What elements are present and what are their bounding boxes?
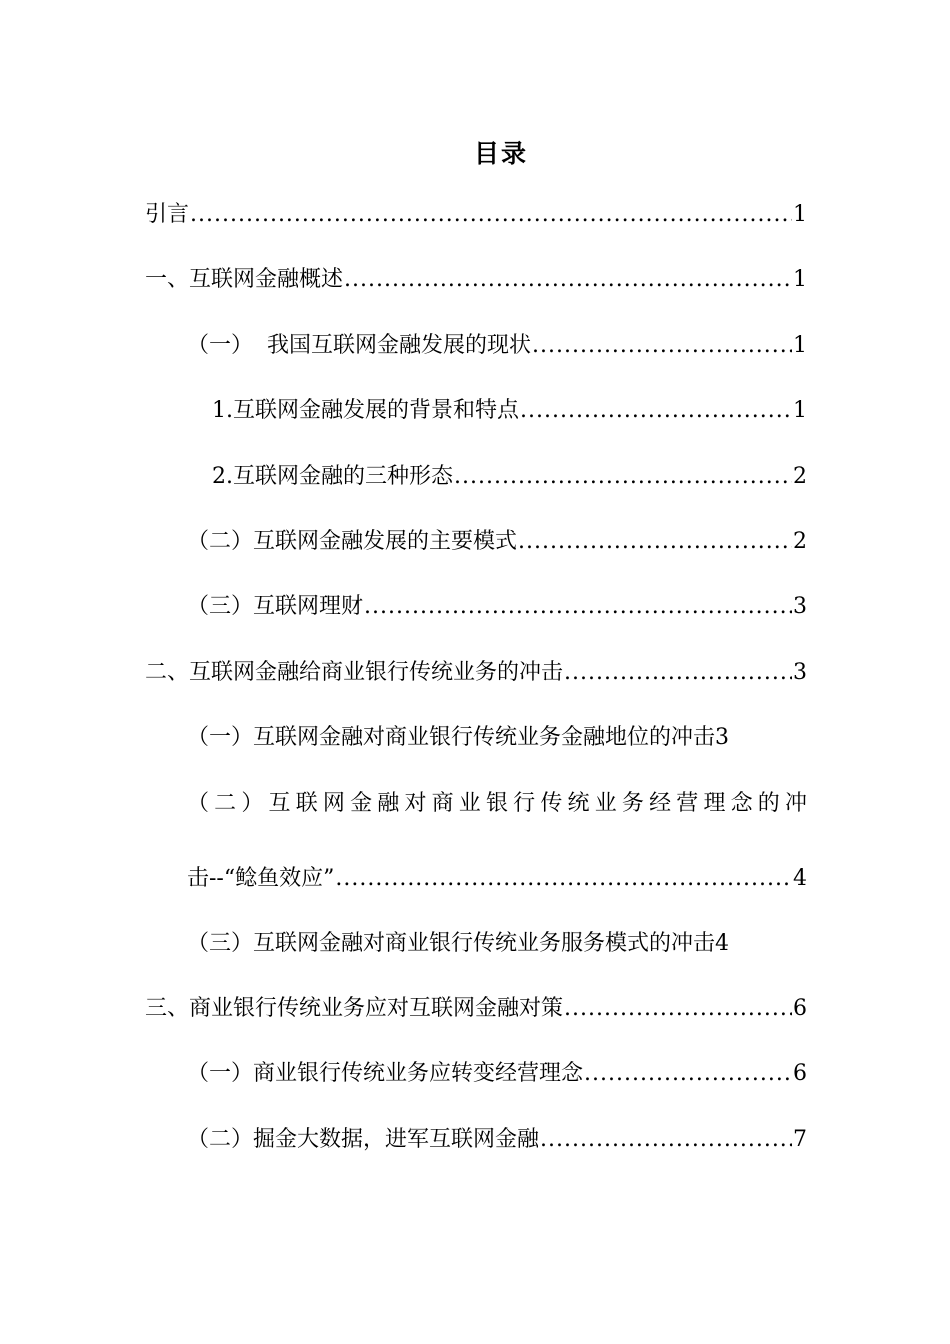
toc-entry-label: （一）商业银行传统业务应转变经营理念 (187, 1061, 584, 1086)
toc-entry-label: （一）互联网金融对商业银行传统业务金融地位的冲击 (187, 725, 716, 750)
toc-entry-label: （三）互联网金融对商业银行传统业务服务模式的冲击 (187, 931, 716, 956)
toc-entry-page: 1 (793, 202, 807, 227)
toc-entry-page: 4 (715, 931, 730, 956)
toc-entry-label: 三、商业银行传统业务应对互联网金融对策 (145, 996, 564, 1021)
toc-entry-page: 3 (715, 725, 730, 750)
toc-entry[interactable] (187, 592, 807, 622)
toc-entry[interactable] (145, 265, 807, 295)
toc-title: 目录 (473, 139, 528, 168)
toc-entry-label: （二）互联网金融发展的主要模式 (187, 529, 518, 554)
dot-leader (540, 1125, 792, 1155)
toc-entry[interactable] (187, 1059, 807, 1089)
dot-leader (564, 994, 792, 1024)
toc-entry[interactable] (187, 864, 807, 894)
toc-entry[interactable] (145, 200, 807, 230)
toc-entry-page: 1 (793, 398, 807, 423)
toc-entry-page: 7 (793, 1127, 807, 1152)
toc-entry-label: （二）掘金大数据，进军互联网金融 (187, 1127, 540, 1152)
dot-leader (584, 1059, 792, 1089)
dot-leader (564, 658, 792, 688)
toc-entry-page: 4 (793, 866, 807, 891)
toc-entry-page: 6 (793, 1061, 807, 1086)
toc-entry-label: （一） 我国互联网金融发展的现状 (187, 333, 531, 358)
dot-leader (344, 265, 792, 295)
toc-entry-page: 6 (793, 996, 807, 1021)
dot-leader (335, 864, 792, 894)
toc-entry-label: 二、互联网金融给商业银行传统业务的冲击 (145, 660, 564, 685)
toc-entry[interactable] (145, 658, 807, 688)
toc-entry-page: 2 (793, 464, 807, 489)
toc-entry-label-continuation: 击--“鲶鱼效应” (187, 866, 335, 891)
toc-entry-label: 1.互联网金融发展的背景和特点 (212, 398, 519, 423)
dot-leader (532, 331, 792, 361)
toc-entry-label: 一、互联网金融概述 (145, 267, 344, 292)
toc-entry-label: （三）互联网理财 (187, 594, 364, 619)
dot-leader (364, 592, 792, 622)
toc-entry-page: 2 (793, 529, 807, 554)
toc-entry[interactable] (187, 331, 807, 361)
toc-entry[interactable] (187, 527, 807, 557)
toc-entry-label[interactable]: （二）互联网金融对商业银行传统业务经营理念的冲 (187, 791, 807, 816)
toc-entry-page: 1 (793, 333, 807, 358)
toc-entry[interactable] (145, 994, 807, 1024)
toc-entry-page: 1 (793, 267, 807, 292)
toc-entry-page: 3 (793, 660, 807, 685)
toc-entry-page: 3 (793, 594, 807, 619)
toc-entry[interactable] (187, 929, 807, 959)
toc-entry[interactable] (212, 462, 807, 492)
dot-leader (520, 396, 792, 426)
dot-leader (454, 462, 792, 492)
dot-leader (190, 200, 792, 230)
toc-entry[interactable] (187, 723, 807, 753)
toc-entry[interactable] (212, 396, 807, 426)
dot-leader (518, 527, 792, 557)
toc-entry-label: 2.互联网金融的三种形态 (212, 464, 453, 489)
toc-entry[interactable] (187, 1125, 807, 1155)
toc-entry-label: 引言 (145, 202, 190, 227)
